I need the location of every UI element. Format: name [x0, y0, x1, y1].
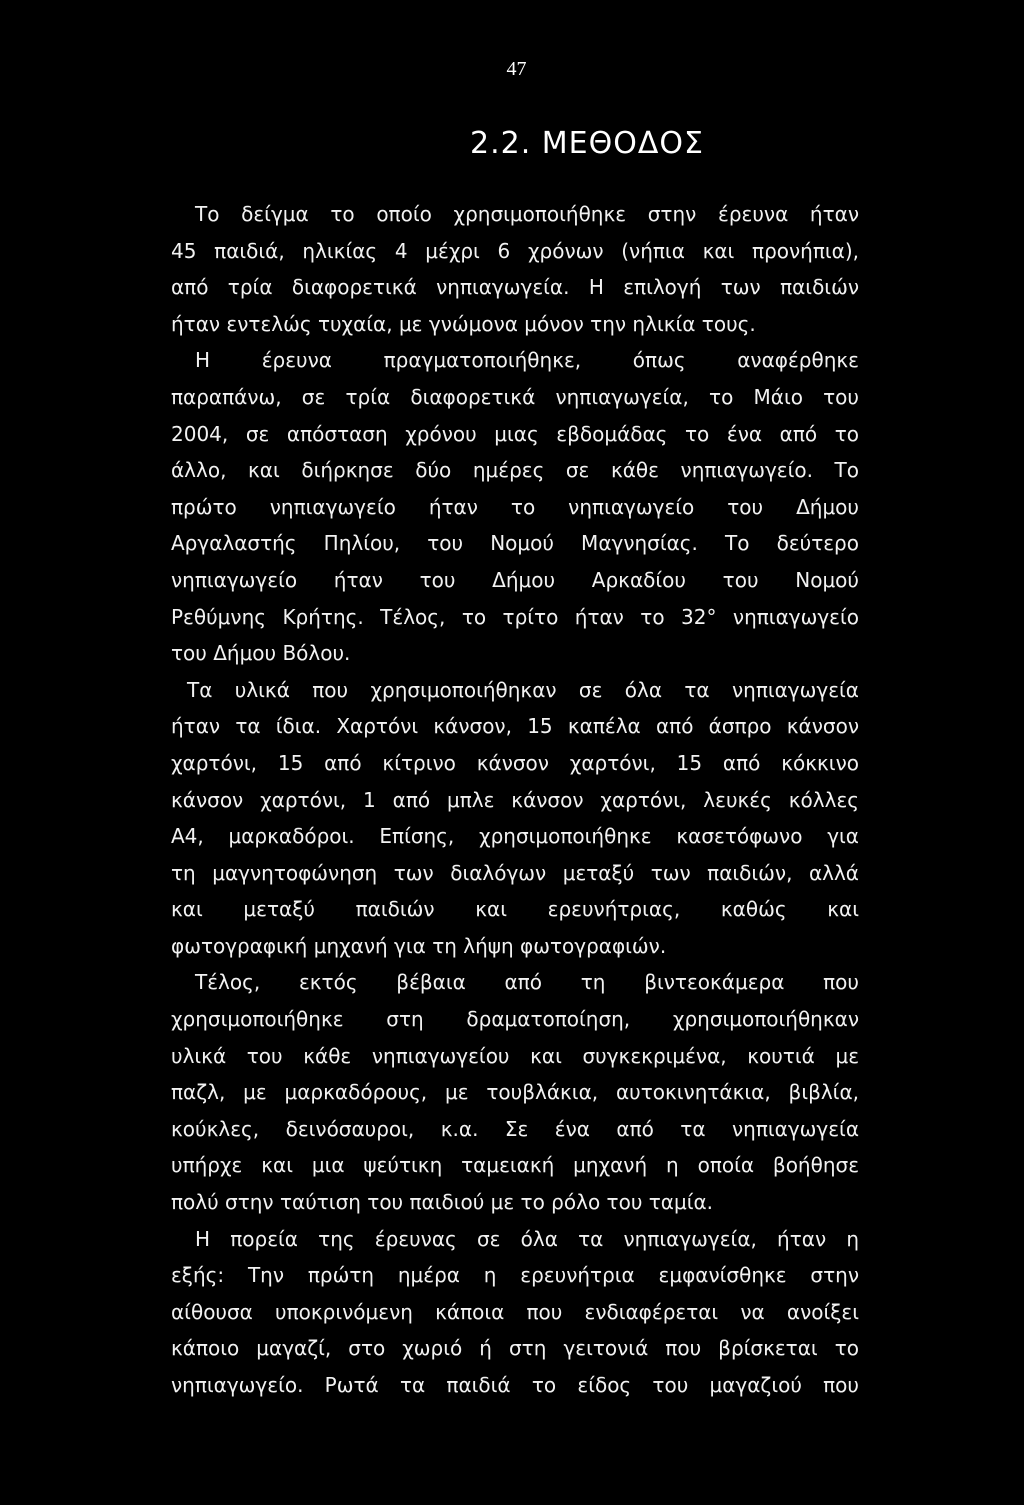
text-line: από τρία διαφορετικά νηπιαγωγεία. Η επιλογή των παιδιών — [171, 275, 859, 300]
text-line: χρησιμοποιήθηκε στη δραματοποίηση, χρησιμοποιήθηκαν — [171, 1007, 859, 1032]
text-line: Το δείγμα το οποίο χρησιμοποιήθηκε στην έρευνα ήταν — [195, 202, 859, 226]
text-line: εξής: Την πρώτη ημέρα η ερευνήτρια εμφανίσθηκε στην — [171, 1263, 859, 1288]
text-line: Αργαλαστής Πηλίου, του Νομού Μαγνησίας. Το δεύτερο — [171, 531, 859, 556]
text-line: ήταν εντελώς τυχαία, με γνώμονα μόνον την ηλικία τους. — [171, 311, 756, 336]
text-line: νηπιαγωγείο ήταν του Δήμου Αρκαδίου του Νομού — [171, 567, 859, 592]
text-line: Η πορεία της έρευνας σε όλα τα νηπιαγωγεία, ήταν η — [195, 1226, 859, 1251]
section-heading: 2.2. ΜΕΘΟΔΟΣ — [470, 126, 704, 161]
text-line: Ρεθύμνης Κρήτης. Τέλος, το τρίτο ήταν το 32° νηπιαγωγείο — [171, 604, 859, 629]
text-line: κάνσον χαρτόνι, 1 από μπλε κάνσον χαρτόνι, λευκές κόλλες — [171, 787, 859, 812]
text-line: νηπιαγωγείο. Ρωτά τα παιδιά το είδος του μαγαζιού που — [171, 1373, 859, 1397]
text-line: παζλ, με μαρκαδόρους, με τουβλάκια, αυτοκινητάκια, βιβλία, — [171, 1080, 859, 1105]
text-line: Η έρευνα πραγματοποιήθηκε, όπως αναφέρθηκε — [195, 348, 859, 373]
text-line: αίθουσα υποκρινόμενη κάποια που ενδιαφέρεται να ανοίξει — [171, 1299, 859, 1324]
text-line: υλικά του κάθε νηπιαγωγείου και συγκεκριμένα, κουτιά με — [171, 1043, 859, 1068]
text-line: του Δήμου Βόλου. — [171, 641, 351, 666]
text-line: κάποιο μαγαζί, στο χωριό ή στη γειτονιά που βρίσκεται το — [171, 1336, 859, 1361]
text-line: κούκλες, δεινόσαυροι, κ.α. Σε ένα από τα νηπιαγωγεία — [171, 1116, 859, 1141]
text-line: πολύ στην ταύτιση του παιδιού με το ρόλο του ταμία. — [171, 1190, 714, 1215]
text-line: άλλο, και διήρκησε δύο ημέρες σε κάθε νηπιαγωγείο. Το — [171, 458, 859, 483]
text-line: 45 παιδιά, ηλικίας 4 μέχρι 6 χρόνων (νήπια και προνήπια), — [171, 238, 859, 263]
page-number: 47 — [506, 58, 527, 80]
text-line: πρώτο νηπιαγωγείο ήταν το νηπιαγωγείο του Δήμου — [171, 494, 859, 519]
body-text — [171, 196, 859, 1404]
text-line: υπήρχε και μια ψεύτικη ταμειακή μηχανή η οποία βοήθησε — [171, 1153, 859, 1178]
text-line: ήταν τα ίδια. Χαρτόνι κάνσον, 15 καπέλα από άσπρο κάνσον — [171, 714, 859, 739]
text-line: Α4, μαρκαδόροι. Επίσης, χρησιμοποιήθηκε κασετόφωνο για — [171, 824, 859, 849]
text-line: φωτογραφική μηχανή για τη λήψη φωτογραφιών. — [171, 933, 667, 958]
text-line: Τέλος, εκτός βέβαια από τη βιντεοκάμερα που — [195, 970, 859, 995]
text-line: χαρτόνι, 15 από κίτρινο κάνσον χαρτόνι, 15 από κόκκινο — [171, 750, 859, 775]
text-line: τη μαγνητοφώνηση των διαλόγων μεταξύ των παιδιών, αλλά — [171, 860, 859, 885]
text-line: και μεταξύ παιδιών και ερευνήτριας, καθώς και — [171, 897, 859, 922]
text-line: παραπάνω, σε τρία διαφορετικά νηπιαγωγεία, το Μάιο του — [171, 384, 859, 409]
text-line: Τα υλικά που χρησιμοποιήθηκαν σε όλα τα νηπιαγωγεία — [187, 677, 859, 702]
text-line: 2004, σε απόσταση χρόνου μιας εβδομάδας το ένα από το — [171, 421, 859, 446]
